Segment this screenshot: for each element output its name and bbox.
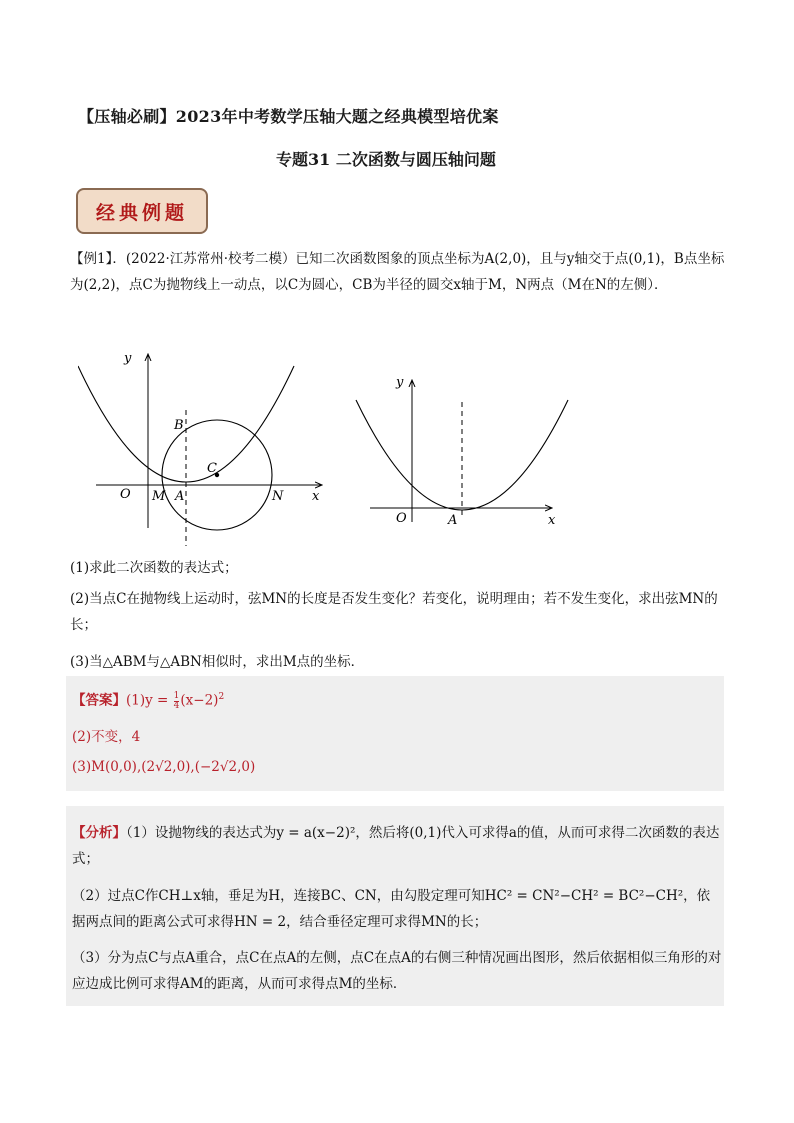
label-y: y	[124, 351, 132, 366]
page-subtitle: 专题31 二次函数与圆压轴问题	[276, 150, 496, 169]
question-2: (2)当点C在抛物线上运动时，弦MN的长度是否发生变化？若变化，说明理由；若不发生变化，求出弦MN的长；	[70, 591, 718, 633]
analysis-1	[72, 820, 722, 872]
label-x: x	[312, 489, 320, 504]
analysis-3: （3）分为点C与点A重合，点C在点A的左侧，点C在点A的右侧三种情况画出图形，然后依据相似三角形的对应边成比例可求得AM的距离，从而可求得点M的坐标．	[72, 950, 722, 992]
answer-1-exp: 2	[218, 692, 225, 702]
example-text: 【例1】．(2022·江苏常州·校考二模）已知二次函数图象的顶点坐标为A(2,0)，且与y轴交于点(0,1)，B点坐标为(2,2)，点C为抛物线上一动点，以C为圆心，CB为半径的圆交x轴于M，N两点（M在N的左侧）．	[70, 251, 725, 293]
analysis-1-text: （1）设抛物线的表达式为y = a(x−2)²，然后将(0,1)代入可求得a的值，从而可求得二次函数的表达式；	[72, 825, 720, 867]
analysis-2: （2）过点C作CH⊥x轴，垂足为H，连接BC、CN，由勾股定理可知HC² = CN²−CH² = BC²−CH²，依据两点间的距离公式可求得HN = 2，结合垂径定理可求得MN的长；	[72, 888, 711, 930]
analysis-label: 【分析】	[72, 825, 126, 841]
answer-1-prefix: (1)y =	[126, 692, 173, 709]
label-a: A	[175, 489, 185, 504]
question-1: (1)求此二次函数的表达式；	[70, 560, 238, 576]
answer-1-rest: (x−2)	[180, 692, 219, 709]
figure-2	[350, 372, 570, 532]
page-title: 【压轴必刷】2023年中考数学压轴大题之经典模型培优案	[78, 107, 499, 126]
section-badge-label: 经典例题	[95, 201, 188, 224]
answer-2: (2)不变，4	[72, 729, 141, 745]
label-b: B	[174, 418, 184, 433]
label-x: x	[548, 513, 556, 528]
question-3: (3)当△ABM与△ABN相似时，求出M点的坐标．	[70, 654, 365, 670]
answer-1	[72, 686, 224, 712]
label-m: M	[152, 489, 166, 504]
label-n: N	[272, 489, 284, 504]
answer-1-frac-den: 4	[173, 700, 180, 711]
answer-1-frac-num: 1	[173, 690, 180, 701]
answer-3: (3)M(0,0),(2√2,0),(−2√2,0)	[72, 759, 256, 775]
label-o: O	[396, 511, 407, 526]
label-c: C	[207, 461, 217, 476]
label-a: A	[448, 513, 458, 528]
figure-1	[78, 348, 340, 548]
answer-label: 【答案】	[72, 692, 126, 709]
section-badge	[76, 188, 208, 234]
label-o: O	[120, 487, 131, 502]
label-y: y	[396, 375, 404, 390]
